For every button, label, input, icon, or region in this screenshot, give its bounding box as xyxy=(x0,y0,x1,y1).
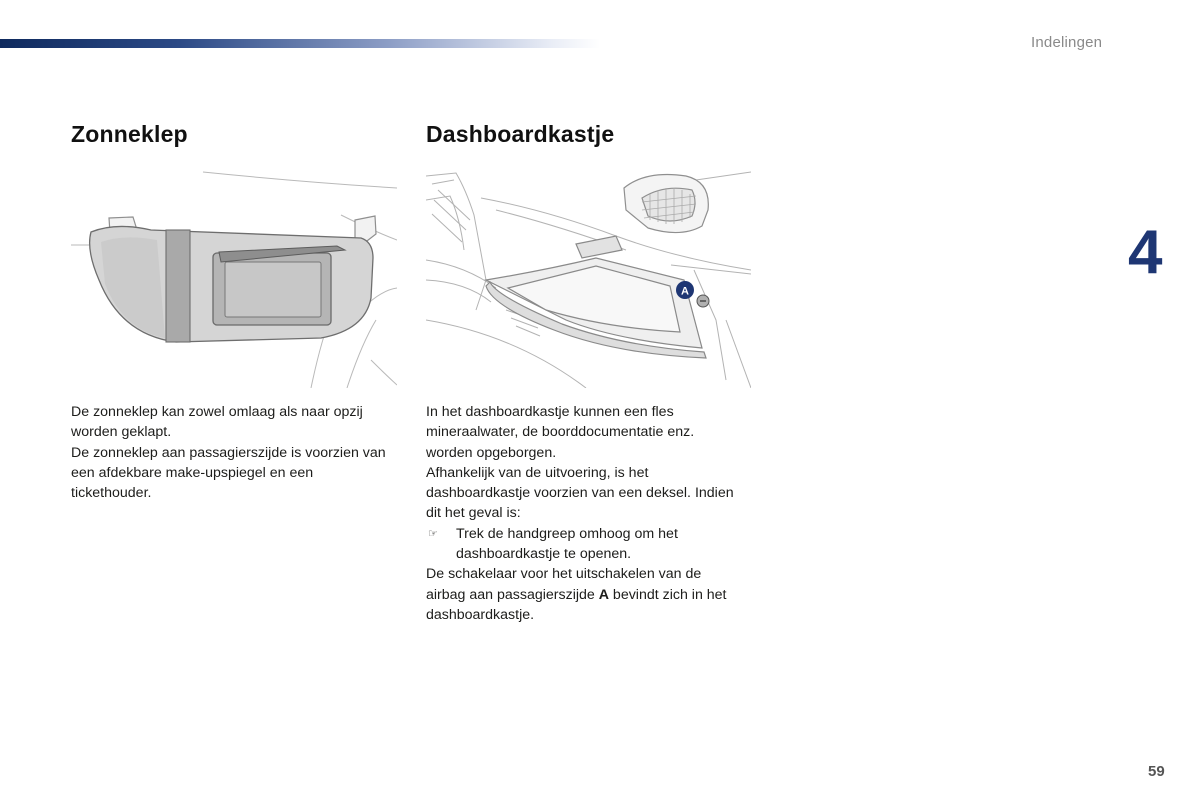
bullet-text: Trek de handgreep omhoog om het dashboardkastje te openen. xyxy=(456,525,678,563)
paragraph: In het dashboardkastje kunnen een fles mineraalwater, de boorddocumentatie enz. worden opgeborgen. xyxy=(426,404,695,461)
sun-visor-text xyxy=(71,402,391,503)
paragraph: De zonneklep kan zowel omlaag als naar opzij worden geklapt. xyxy=(71,404,363,441)
section-header: Indelingen xyxy=(1031,34,1103,51)
closing-text-start: De schakelaar voor het uitschakelen van de airbag aan passagierszijde xyxy=(426,566,702,603)
closing-text-end: bevindt zich in het dashboardkastje. xyxy=(426,586,727,623)
chapter-number: 4 xyxy=(1128,218,1163,287)
paragraph: De zonneklep aan passagierszijde is voorzien van een afdekbare make-upspiegel en een tickethouder. xyxy=(71,444,386,502)
glovebox-illustration xyxy=(426,170,751,388)
paragraph xyxy=(426,564,736,625)
glovebox-text xyxy=(426,402,736,625)
callout-a-label: A xyxy=(681,285,689,298)
sun-visor-title: Zonneklep xyxy=(71,121,188,147)
closing-text-label: A xyxy=(598,586,609,603)
pointing-hand-icon: ☞ xyxy=(428,527,438,540)
sun-visor-illustration xyxy=(71,170,397,388)
page-number: 59 xyxy=(1148,763,1165,780)
header-accent-bar xyxy=(0,39,600,48)
paragraph: Afhankelijk van de uitvoering, is het dashboardkastje voorzien van een deksel. Indien dit het geval is: xyxy=(426,464,734,522)
glovebox-title: Dashboardkastje xyxy=(426,121,615,147)
bullet-item xyxy=(426,524,736,565)
